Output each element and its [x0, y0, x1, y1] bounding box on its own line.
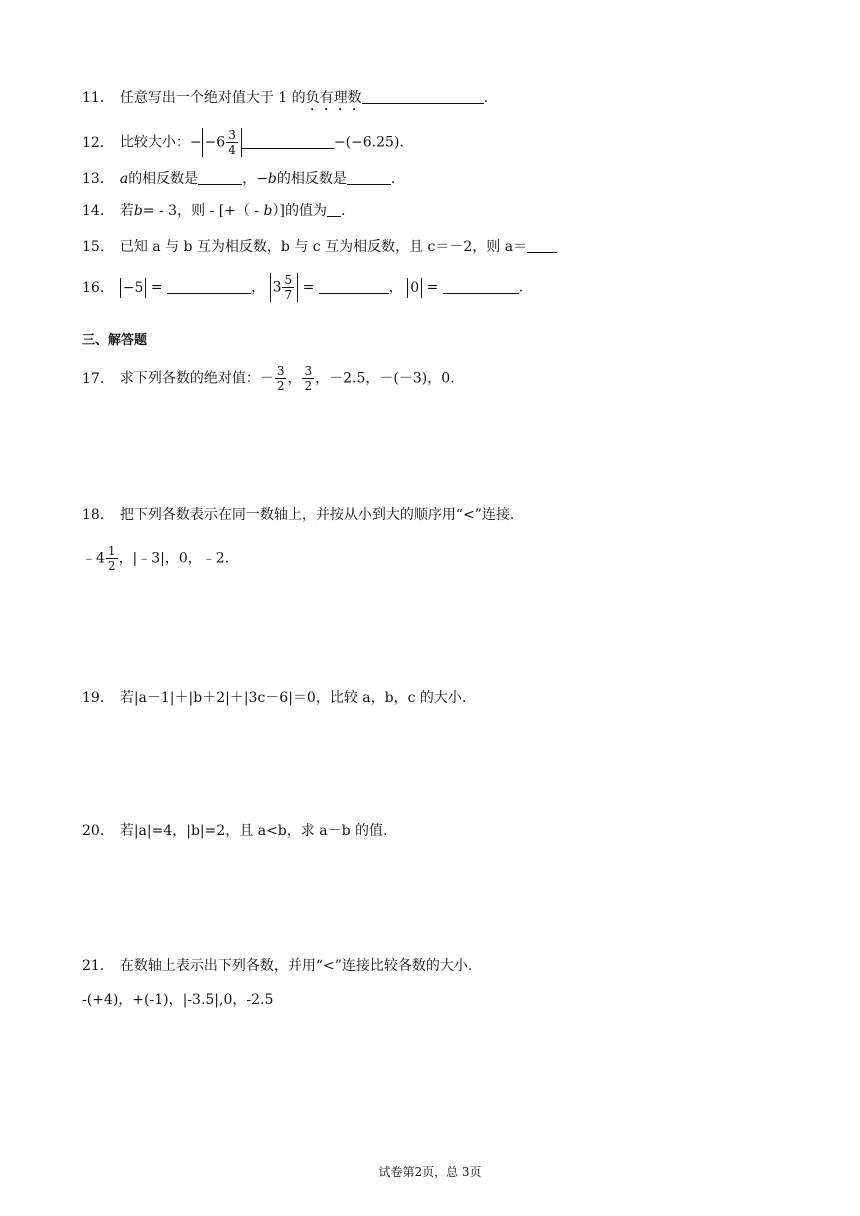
equals-sign: = — [302, 279, 315, 296]
fraction — [226, 128, 238, 157]
period: . — [483, 90, 489, 106]
answer-blank[interactable] — [362, 89, 484, 104]
question-16 — [82, 273, 523, 302]
denominator: 7 — [284, 288, 293, 302]
question-number: 20． — [82, 823, 114, 839]
separator: ， — [242, 171, 257, 187]
answer-blank[interactable] — [443, 279, 519, 294]
answer-blank[interactable] — [242, 134, 334, 149]
variable-a: a — [119, 171, 129, 187]
denominator: 2 — [276, 379, 285, 393]
equals-sign: = — [426, 279, 439, 296]
fraction — [106, 544, 118, 573]
equals-sign: = — [150, 279, 163, 296]
denominator: 2 — [107, 559, 116, 573]
variable-neg-b: −b — [256, 171, 277, 187]
compare-value: −(−6.25) — [333, 134, 400, 151]
period: . — [390, 171, 396, 187]
question-19 — [82, 688, 466, 708]
question-number: 13． — [82, 171, 114, 187]
question-text: 若 — [119, 203, 134, 219]
question-21 — [82, 956, 472, 976]
question-21-values: -(+4)，+(-1)，|-3.5|,0，-2.5 — [82, 992, 274, 1008]
question-text: 比较大小： — [119, 134, 190, 151]
separator: ， — [388, 279, 403, 296]
question-text: 把下列各数表示在同一数轴上，并按从小到大的顺序用“<”连接. — [119, 507, 515, 523]
absolute-value-expression — [270, 273, 299, 302]
answer-blank[interactable] — [327, 202, 341, 217]
question-18 — [82, 505, 514, 525]
question-number: 21． — [82, 958, 114, 974]
question-number: 18． — [82, 507, 114, 523]
question-text: ）]的值为 — [272, 203, 327, 219]
whole-part: 3 — [272, 279, 282, 296]
variable-b: b — [263, 203, 273, 219]
question-13 — [82, 169, 395, 189]
minus-sign: － — [259, 370, 274, 387]
question-14 — [82, 201, 345, 221]
question-text: 的相反数是 — [276, 171, 347, 187]
question-text: = ‑ 3，则 ‑ [+（ ‑ — [142, 203, 264, 219]
question-20 — [82, 821, 387, 841]
question-12 — [82, 128, 404, 157]
fraction — [275, 364, 287, 393]
numerator: 5 — [284, 273, 293, 287]
question-15 — [82, 237, 557, 257]
question-text: ，－2.5，－(－3)，0. — [315, 370, 455, 387]
question-text: ，|﹣3|，0，﹣2. — [118, 550, 230, 567]
answer-blank[interactable] — [198, 170, 242, 185]
question-text: 任意写出一个绝对值大于 1 的 — [119, 90, 306, 106]
numerator: 1 — [107, 544, 116, 558]
answer-blank[interactable] — [347, 170, 391, 185]
fraction — [282, 273, 294, 302]
period: . — [340, 203, 346, 219]
separator: ， — [287, 370, 302, 387]
question-text: 在数轴上表示出下列各数，并用“<”连接比较各数的大小. — [119, 958, 473, 974]
question-text: 已知 a 与 b 互为相反数，b 与 c 互为相反数，且 c＝－2，则 a＝ — [119, 239, 528, 255]
period: . — [518, 279, 524, 296]
minus-sign: − — [189, 134, 202, 151]
numerator: 3 — [228, 128, 236, 142]
whole-part: −6 — [204, 134, 226, 151]
question-number: 11． — [82, 90, 114, 106]
question-number: 19． — [82, 690, 114, 706]
denominator: 4 — [228, 143, 236, 157]
absolute-value-expression: −5 — [120, 278, 147, 298]
question-18-values — [82, 544, 229, 573]
question-number: 12． — [82, 134, 114, 151]
question-17 — [82, 364, 455, 393]
absolute-value-expression — [202, 128, 242, 157]
question-text: 的相反数是 — [128, 171, 199, 187]
emphasized-text: 负有理数 — [305, 90, 362, 106]
variable-b: b — [133, 203, 143, 219]
question-number: 16． — [82, 279, 114, 296]
question-text: 若|a|=4，|b|=2，且 a<b，求 a－b 的值. — [119, 823, 388, 839]
absolute-value-expression: 0 — [407, 278, 422, 298]
question-number: 17． — [82, 370, 114, 387]
mixed-number-whole: ﹣4 — [82, 550, 105, 567]
separator: ， — [251, 279, 266, 296]
answer-blank[interactable] — [319, 279, 389, 294]
section-heading: 三、解答题 — [82, 333, 148, 348]
numerator: 3 — [276, 364, 285, 378]
fraction — [302, 364, 314, 393]
question-number: 15． — [82, 239, 114, 255]
answer-blank[interactable] — [527, 238, 557, 253]
question-11 — [82, 88, 488, 114]
numerator: 3 — [304, 364, 313, 378]
denominator: 2 — [304, 379, 313, 393]
question-text: 若|a－1|＋|b＋2|＋|3c－6|＝0，比较 a，b，c 的大小. — [119, 690, 467, 706]
answer-blank[interactable] — [167, 279, 251, 294]
question-number: 14． — [82, 203, 114, 219]
period: . — [399, 134, 404, 151]
question-text: 求下列各数的绝对值： — [119, 370, 260, 387]
page-footer: 试卷第2页，总 3页 — [378, 1165, 482, 1179]
